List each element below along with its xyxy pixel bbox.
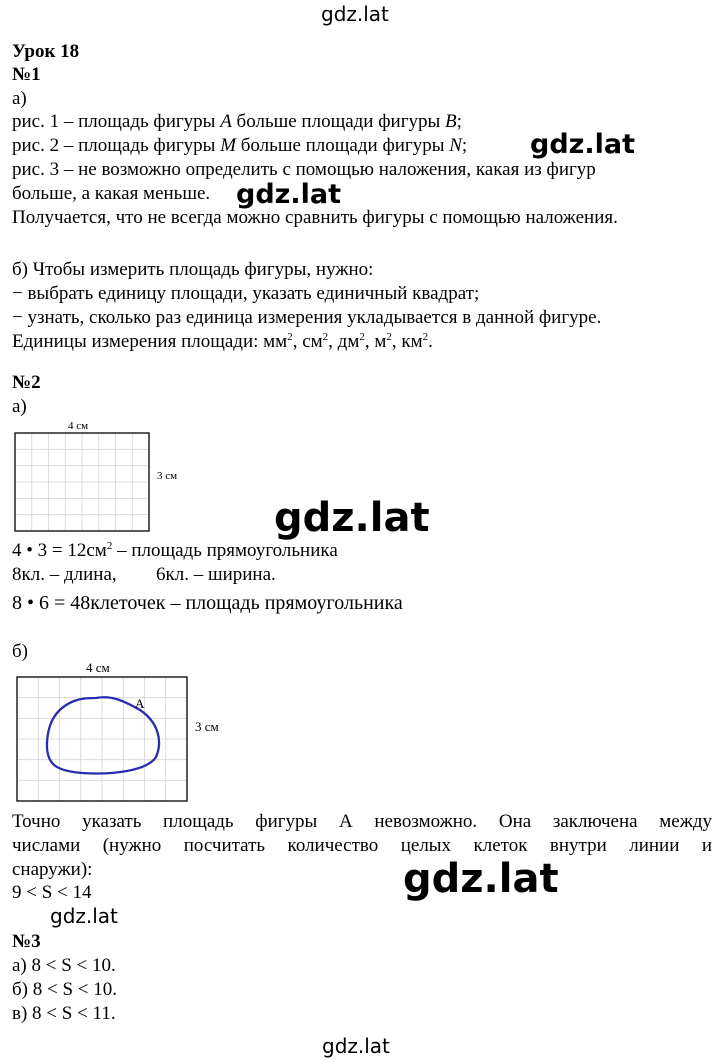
task2-calc1 bbox=[12, 539, 338, 563]
calc1-text-b: – площадь прямоугольника bbox=[112, 540, 338, 561]
units-label: Единицы измерения площади: bbox=[12, 331, 264, 352]
task1-units-line bbox=[12, 330, 433, 354]
rectangle-b-width-label: 4 см bbox=[86, 660, 110, 675]
calc1-text-a: 4 • 3 = 12см bbox=[12, 540, 107, 561]
watermark-top: gdz.lat bbox=[321, 2, 389, 26]
unit-m: м bbox=[374, 331, 387, 352]
rectangle-b-height-label: 3 см bbox=[195, 719, 219, 734]
pic1-text-b: больше площади фигуры bbox=[231, 111, 446, 132]
unit-mm: мм bbox=[263, 331, 288, 352]
task3-c: в) 8 < S < 11. bbox=[12, 1003, 116, 1024]
watermark-2: gdz.lat bbox=[236, 179, 342, 210]
task1-step1: − выбрать единицу площади, указать единичный квадрат; bbox=[12, 283, 480, 304]
units-sep: , bbox=[328, 331, 338, 352]
rectangle-a-height-label: 3 см bbox=[157, 470, 178, 482]
task1-conclusion: Получается, что не всегда можно сравнить фигуры с помощью наложения. bbox=[12, 207, 618, 228]
task2-text-line2: числами (нужно посчитать количество целых клеток внутри линии и bbox=[12, 835, 712, 856]
rectangle-a-width-label: 4 см bbox=[68, 420, 89, 432]
task2-dims-width: 6кл. – ширина. bbox=[156, 564, 276, 585]
task2-text-line3: снаружи): bbox=[12, 859, 93, 880]
task3-number: №3 bbox=[12, 931, 41, 952]
watermark-bottom: gdz.lat bbox=[322, 1034, 390, 1058]
pic2-figure-b: N bbox=[449, 135, 462, 156]
rectangle-a-grid bbox=[15, 433, 149, 531]
pic2-text-b: больше площади фигуры bbox=[236, 135, 450, 156]
task3-a: а) 8 < S < 10. bbox=[12, 955, 116, 976]
pic1-end: ; bbox=[456, 111, 462, 132]
task1-pic3-line2: больше, а какая меньше. bbox=[12, 183, 211, 204]
task2-part-b: б) bbox=[12, 641, 28, 662]
unit-dm: дм bbox=[337, 331, 360, 352]
lesson-title: Урок 18 bbox=[12, 41, 80, 62]
pic1-figure-a: A bbox=[220, 111, 232, 132]
unit-exp: 2 bbox=[359, 331, 365, 343]
task1-pic2-line bbox=[12, 134, 467, 158]
watermark-1: gdz.lat bbox=[530, 129, 636, 160]
unit-exp: 2 bbox=[386, 331, 392, 343]
pic1-figure-b: B bbox=[445, 111, 457, 132]
unit-km: км bbox=[401, 331, 423, 352]
task2-range: 9 < S < 14 bbox=[12, 882, 92, 903]
rectangle-b-grid bbox=[17, 677, 187, 801]
task1-pic1-line bbox=[12, 110, 462, 134]
pic2-end: ; bbox=[461, 135, 468, 156]
task1-number: №1 bbox=[12, 64, 41, 85]
task1-step2: − узнать, сколько раз единица измерения укладывается в данной фигуре. bbox=[12, 307, 602, 328]
task3-b: б) 8 < S < 10. bbox=[12, 979, 117, 1000]
rectangle-a-diagram bbox=[10, 416, 200, 536]
task2-calc2: 8 • 6 = 48клеточек – площадь прямоугольника bbox=[12, 592, 403, 614]
units-end: . bbox=[428, 331, 433, 352]
task1-part-b: б) Чтобы измерить площадь фигуры, нужно: bbox=[12, 259, 374, 280]
task2-number: №2 bbox=[12, 372, 41, 393]
watermark-5: gdz.lat bbox=[50, 904, 118, 928]
units-sep: , bbox=[292, 331, 303, 352]
task1-pic3-line1: рис. 3 – не возможно определить с помощью наложения, какая из фигур bbox=[12, 159, 596, 180]
pic1-text-a: рис. 1 – площадь фигуры bbox=[12, 111, 221, 132]
unit-exp: 2 bbox=[322, 331, 329, 343]
watermark-4: gdz.lat bbox=[403, 856, 559, 902]
calc1-exp: 2 bbox=[106, 540, 113, 552]
pic2-text-a: рис. 2 – площадь фигуры bbox=[12, 135, 221, 156]
unit-exp: 2 bbox=[422, 331, 429, 343]
unit-cm: см bbox=[302, 331, 323, 352]
pic2-figure-a: M bbox=[220, 135, 237, 156]
unit-exp: 2 bbox=[287, 331, 293, 343]
rectangle-b-diagram bbox=[12, 658, 242, 806]
task2-text-line1: Точно указать площадь фигуры А невозможно. Она заключена между bbox=[12, 811, 712, 832]
watermark-3: gdz.lat bbox=[274, 495, 430, 541]
units-sep: , bbox=[391, 331, 402, 352]
task2-part-a: а) bbox=[12, 396, 27, 417]
units-sep: , bbox=[364, 331, 375, 352]
task2-dims-length: 8кл. – длина, bbox=[12, 564, 117, 585]
task1-part-a: а) bbox=[12, 88, 27, 109]
figure-a-label: А bbox=[135, 696, 145, 711]
